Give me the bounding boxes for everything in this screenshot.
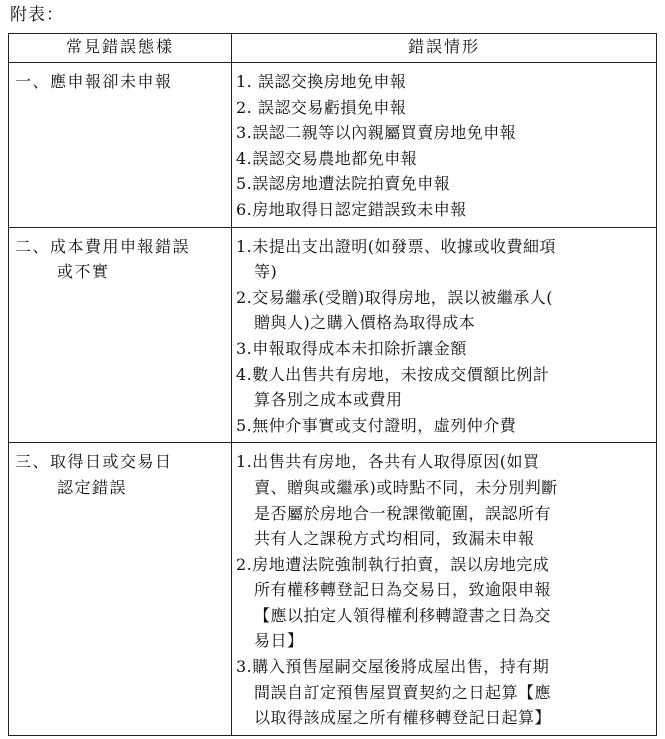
error-situation-line: 3.申報取得成本未扣除折讓金額 (236, 338, 467, 358)
error-situation-line: 2.房地遭法院強制執行拍賣，誤以房地完成 (236, 554, 550, 574)
error-situation-item (236, 285, 652, 336)
error-situation-line: 4.誤認交易農地都免申報 (236, 148, 418, 168)
error-situation-line: 2. 誤認交易虧損免申報 (236, 97, 407, 117)
error-situation-line: 易日】 (254, 631, 304, 651)
error-situation-item (236, 69, 652, 95)
error-situation-line: 3.誤認二親等以內親屬買賣房地免申報 (236, 123, 517, 143)
error-situation-item (236, 449, 652, 551)
error-situation-line: 5.誤認房地遭法院拍賣免申報 (236, 174, 451, 194)
error-situation-cell (232, 227, 657, 443)
error-situation-item (236, 120, 652, 146)
error-situation-item (236, 413, 652, 439)
error-situation-item (236, 234, 652, 285)
error-situation-line: 算各別之成本或費用 (254, 390, 403, 410)
table-caption: 附表： (10, 5, 64, 25)
table-row (9, 227, 657, 443)
error-category-cell (9, 227, 232, 443)
error-situation-line: 所有權移轉登記日為交易日，致逾限申報 (254, 580, 552, 600)
error-situation-line: 間誤自訂定預售屋買賣契約之日起算【應 (254, 682, 552, 702)
error-situation-item (236, 362, 652, 413)
table-header-row (9, 34, 657, 63)
error-category-cell (9, 443, 232, 736)
error-situation-line: 4.數人出售共有房地，未按成交價額比例計 (236, 364, 550, 384)
error-table (8, 33, 657, 736)
error-situation-line: 1.出售共有房地，各共有人取得原因(如買 (236, 452, 540, 472)
error-situation-item (236, 95, 652, 121)
error-situation-line: 賣、贈與或繼承)或時點不同，未分別判斷 (254, 477, 558, 497)
error-category-line: 一、應申報卻未申報 (15, 72, 173, 91)
error-situation-item (236, 197, 652, 223)
error-situation-line: 5.無仲介事實或支付證明，虛列仲介費 (236, 415, 517, 435)
table-row (9, 443, 657, 736)
error-situation-item (236, 552, 652, 654)
error-situation-item (236, 146, 652, 172)
error-category-line: 或不實 (57, 262, 110, 282)
error-category-line: 認定錯誤 (57, 477, 128, 497)
error-situation-line: 【應以拍定人領得權利移轉證書之日為交 (254, 605, 552, 625)
error-situation-line: 等) (254, 262, 278, 282)
error-situation-line: 3.購入預售屋嗣交屋後將成屋出售，持有期 (236, 657, 550, 677)
error-category-cell (9, 63, 232, 228)
error-category-line: 二、成本費用申報錯誤 (15, 236, 191, 256)
error-situation-item (236, 171, 652, 197)
error-situation-line: 是否屬於房地合一稅課徵範圍，誤認所有 (254, 503, 552, 523)
table-body (9, 63, 657, 736)
error-situation-line: 共有人之課稅方式均相同，致漏未申報 (254, 529, 535, 549)
error-situation-line: 1.未提出支出證明(如發票、收據或收費細項 (236, 236, 557, 256)
header-error-situations: 錯誤情形 (232, 34, 657, 63)
error-situation-item (236, 336, 652, 362)
error-situation-line: 以取得該成屋之所有權移轉登記日起算】 (254, 708, 552, 728)
error-category-line: 三、取得日或交易日 (15, 452, 173, 472)
error-situation-line: 2.交易繼承(受贈)取得房地，誤以被繼承人( (236, 287, 553, 307)
error-situation-line: 6.房地取得日認定錯誤致未申報 (236, 199, 467, 219)
error-situation-line: 贈與人)之購入價格為取得成本 (254, 313, 476, 333)
error-situation-cell (232, 443, 657, 736)
error-situation-cell (232, 63, 657, 228)
table-row (9, 63, 657, 228)
error-situation-item (236, 654, 652, 731)
error-situation-line: 1. 誤認交換房地免申報 (236, 72, 407, 91)
header-common-error-types: 常見錯誤態樣 (9, 34, 232, 63)
